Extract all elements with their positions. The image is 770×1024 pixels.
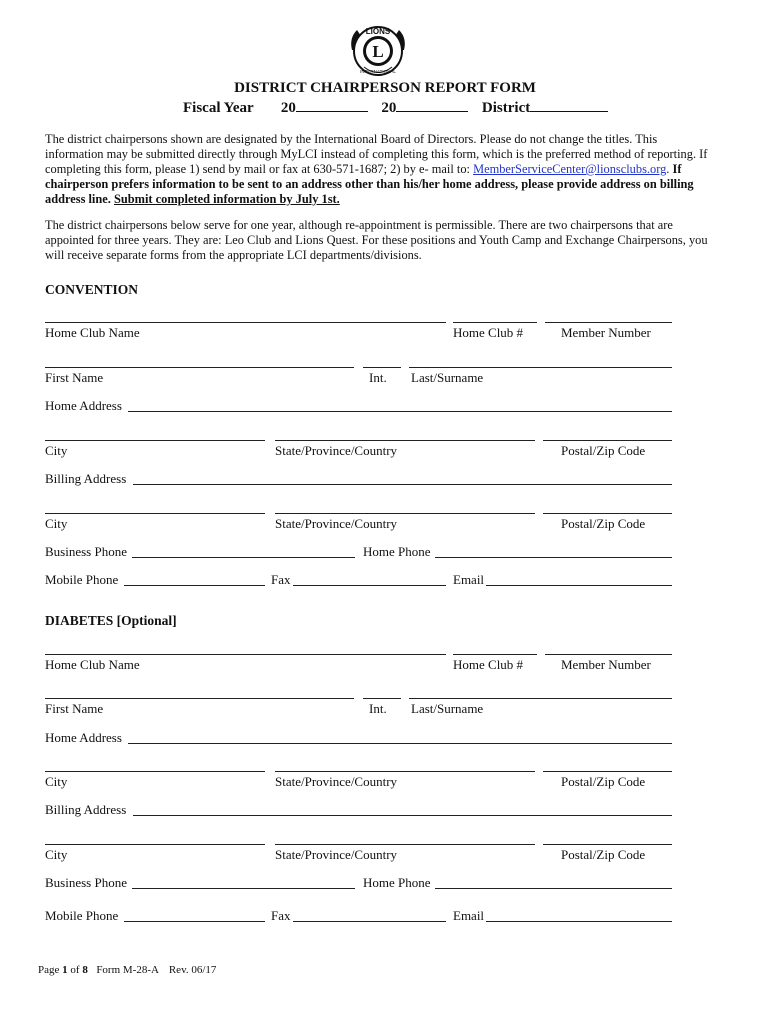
d-billing-state-line[interactable] xyxy=(275,844,535,845)
form-title: DISTRICT CHAIRPERSON REPORT FORM xyxy=(234,80,536,96)
intro-deadline: Submit completed information by July 1st. xyxy=(113,192,340,206)
lions-clubs-emblem-icon xyxy=(347,20,409,82)
home-phone-line[interactable] xyxy=(435,557,672,558)
d-first-name-label: First Name xyxy=(45,701,104,716)
mobile-phone-line[interactable] xyxy=(124,585,265,586)
billing-address-line[interactable] xyxy=(133,484,672,485)
d-initial-label: Int. xyxy=(369,701,387,716)
fiscal-year-row xyxy=(183,98,608,117)
billing-city-line[interactable] xyxy=(45,513,265,514)
d-home-club-number-line[interactable] xyxy=(453,654,537,655)
d-postal-label: Postal/Zip Code xyxy=(561,774,646,789)
d-email-line[interactable] xyxy=(486,921,672,922)
d-state-label: State/Province/Country xyxy=(275,774,398,789)
section-title-diabetes: DIABETES [Optional] xyxy=(45,613,177,628)
d-fax-line[interactable] xyxy=(293,921,446,922)
email-link[interactable]: MemberServiceCenter@lionsclubs.org xyxy=(473,162,667,176)
d-city-label: City xyxy=(45,774,68,789)
d-city-line[interactable] xyxy=(45,771,265,772)
billing-state-label: State/Province/Country xyxy=(275,516,398,531)
of-word: of xyxy=(70,964,80,976)
d-mobile-phone-label: Mobile Phone xyxy=(45,908,119,923)
page-number: 1 xyxy=(62,964,68,976)
home-club-name-label: Home Club Name xyxy=(45,325,140,340)
d-last-name-label: Last/Surname xyxy=(411,701,484,716)
first-name-line[interactable] xyxy=(45,367,354,368)
page-footer xyxy=(38,964,216,976)
logo-top-text: LIONS xyxy=(365,27,391,36)
d-email-label: Email xyxy=(453,908,485,923)
year-start-field[interactable] xyxy=(296,98,368,112)
revision: Rev. 06/17 xyxy=(168,964,217,976)
last-name-label: Last/Surname xyxy=(411,370,484,385)
year-prefix-2: 20 xyxy=(381,100,397,116)
last-name-line[interactable] xyxy=(409,367,672,368)
postal-label: Postal/Zip Code xyxy=(561,443,646,458)
d-first-name-line[interactable] xyxy=(45,698,354,699)
fax-line[interactable] xyxy=(293,585,446,586)
member-number-line[interactable] xyxy=(545,322,672,323)
page-total: 8 xyxy=(82,964,88,976)
year-end-field[interactable] xyxy=(396,98,468,112)
d-billing-address-label: Billing Address xyxy=(45,802,127,817)
mobile-phone-label: Mobile Phone xyxy=(45,572,119,587)
fiscal-year-label: Fiscal Year xyxy=(183,100,254,116)
d-fax-label: Fax xyxy=(271,908,291,923)
d-home-phone-line[interactable] xyxy=(435,888,672,889)
billing-postal-label: Postal/Zip Code xyxy=(561,516,646,531)
logo-bottom-text: INTERNATIONAL xyxy=(360,69,396,74)
intro-paragraph-2: The district chairpersons below serve for one year, although re-appointment is permissible. There are two chairpersons that are appointed for three years. They are: Leo Club and Lions Quest. For these positions and Youth Camp and Exchange Chairpersons, you will receive separate forms from the appropriate LCI departments/divisions. xyxy=(45,218,708,262)
d-billing-postal-line[interactable] xyxy=(543,844,672,845)
billing-city-label: City xyxy=(45,516,68,531)
home-club-number-line[interactable] xyxy=(453,322,537,323)
d-state-line[interactable] xyxy=(275,771,535,772)
d-home-address-label: Home Address xyxy=(45,730,122,745)
first-name-label: First Name xyxy=(45,370,104,385)
d-initial-line[interactable] xyxy=(363,698,401,699)
district-field[interactable] xyxy=(530,98,608,112)
business-phone-label: Business Phone xyxy=(45,544,127,559)
d-home-address-line[interactable] xyxy=(128,743,672,744)
state-line[interactable] xyxy=(275,440,535,441)
home-club-number-label: Home Club # xyxy=(453,325,524,340)
business-phone-line[interactable] xyxy=(132,557,355,558)
city-line[interactable] xyxy=(45,440,265,441)
billing-address-label: Billing Address xyxy=(45,471,127,486)
d-billing-address-line[interactable] xyxy=(133,815,672,816)
state-label: State/Province/Country xyxy=(275,443,398,458)
postal-line[interactable] xyxy=(543,440,672,441)
year-prefix-1: 20 xyxy=(280,100,296,116)
d-business-phone-label: Business Phone xyxy=(45,875,127,890)
intro-text-1: The district chairpersons shown are designated by the International Board of Directors. Please do not change the titles. This information may be submitted directly through MyLCI instead of completing this form, which is the preferred method of reporting. If completing this form, please 1) send by mail or fax at 630-571-1687; 2) by e- mail to: xyxy=(45,132,708,176)
home-phone-label: Home Phone xyxy=(363,544,431,559)
d-member-number-line[interactable] xyxy=(545,654,672,655)
intro-bold-note: If chairperson prefers information to be sent to an address other than his/her home address, please provide address on billing address line. xyxy=(45,162,694,206)
email-label: Email xyxy=(453,572,485,587)
d-home-phone-label: Home Phone xyxy=(363,875,431,890)
fax-label: Fax xyxy=(271,572,291,587)
d-billing-city-label: City xyxy=(45,847,68,862)
page-word: Page xyxy=(38,964,60,976)
section-title-convention: CONVENTION xyxy=(45,282,139,297)
d-home-club-name-line[interactable] xyxy=(45,654,446,655)
d-home-club-number-label: Home Club # xyxy=(453,657,524,672)
form-number: Form M-28-A xyxy=(96,964,159,976)
email-line[interactable] xyxy=(486,585,672,586)
d-member-number-label: Member Number xyxy=(561,657,651,672)
home-club-name-line[interactable] xyxy=(45,322,446,323)
billing-state-line[interactable] xyxy=(275,513,535,514)
billing-postal-line[interactable] xyxy=(543,513,672,514)
logo-letter: L xyxy=(372,42,384,61)
d-home-club-name-label: Home Club Name xyxy=(45,657,140,672)
home-address-line[interactable] xyxy=(128,411,672,412)
city-label: City xyxy=(45,443,68,458)
d-mobile-phone-line[interactable] xyxy=(124,921,265,922)
d-last-name-line[interactable] xyxy=(409,698,672,699)
member-number-label: Member Number xyxy=(561,325,651,340)
home-address-label: Home Address xyxy=(45,398,122,413)
d-postal-line[interactable] xyxy=(543,771,672,772)
intro-text-2: . xyxy=(666,162,673,176)
initial-line[interactable] xyxy=(363,367,401,368)
lions-logo xyxy=(347,20,409,82)
d-billing-postal-label: Postal/Zip Code xyxy=(561,847,646,862)
d-business-phone-line[interactable] xyxy=(132,888,355,889)
district-label: District xyxy=(481,100,531,116)
d-billing-state-label: State/Province/Country xyxy=(275,847,398,862)
d-billing-city-line[interactable] xyxy=(45,844,265,845)
intro-paragraph-1 xyxy=(45,132,715,207)
initial-label: Int. xyxy=(369,370,387,385)
